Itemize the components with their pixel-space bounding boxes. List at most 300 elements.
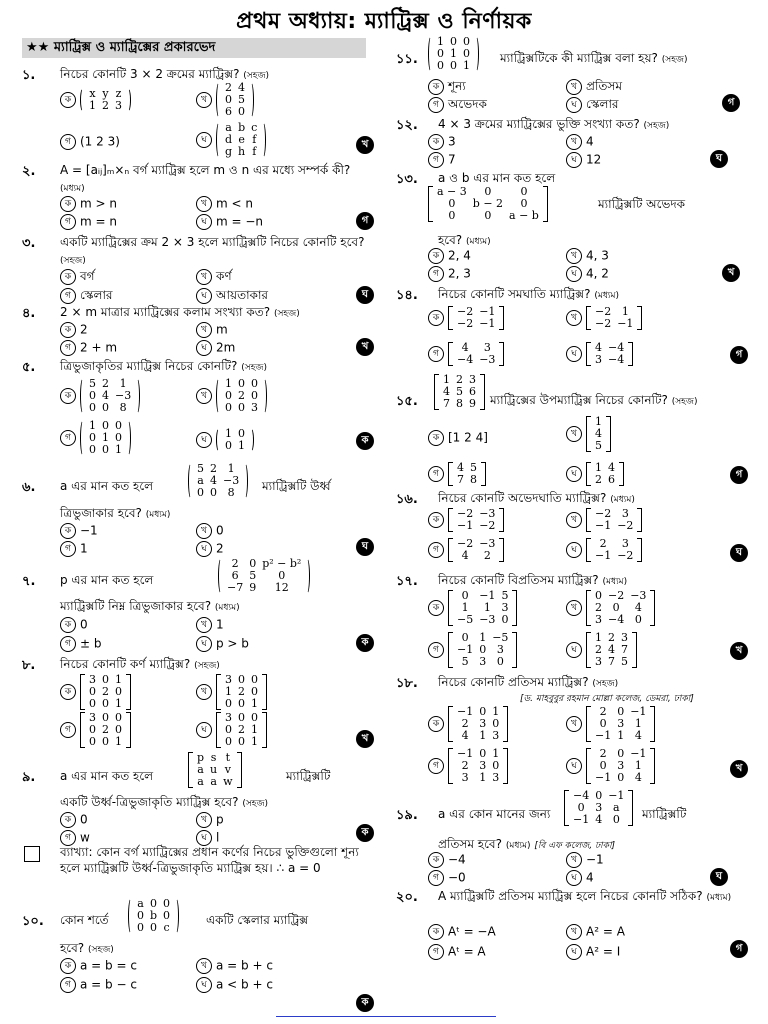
matrix bbox=[216, 122, 266, 158]
answer-badge: গ bbox=[730, 466, 748, 484]
matrix-cell: 1 bbox=[251, 735, 258, 748]
option-c[interactable] bbox=[428, 748, 508, 784]
matrix-cell: 1 bbox=[225, 377, 232, 390]
option-b[interactable] bbox=[196, 378, 267, 414]
matrix-cell: 4 bbox=[210, 474, 217, 487]
option-d[interactable] bbox=[566, 266, 609, 282]
option-b[interactable] bbox=[196, 812, 224, 828]
matrix-cell: 0 bbox=[238, 735, 245, 748]
option-text: 1 bbox=[216, 617, 224, 632]
option-text: 4, 3 bbox=[586, 248, 609, 263]
matrix-grid bbox=[222, 378, 261, 414]
option-d[interactable] bbox=[566, 462, 624, 486]
matrix-grid bbox=[454, 632, 511, 668]
matrix-cell: 0 bbox=[89, 401, 96, 414]
matrix-grid bbox=[134, 898, 173, 934]
option-a[interactable] bbox=[428, 430, 488, 446]
matrix-cell: 0 bbox=[461, 589, 469, 602]
matrix-cell: 7 bbox=[608, 655, 615, 668]
question-number: ৪. bbox=[22, 306, 36, 321]
matrix-grid bbox=[592, 306, 636, 330]
matrix-grid bbox=[86, 712, 125, 748]
option-c[interactable] bbox=[428, 632, 517, 668]
option-b[interactable] bbox=[566, 416, 611, 452]
question-text: ম্যাট্রিক্সটিকে কী ম্যাট্রিক্স বলা হয়? (সহজ) bbox=[500, 51, 688, 65]
matrix bbox=[428, 186, 548, 222]
matrix-cell: −2 bbox=[595, 507, 612, 520]
matrix-cell: 4 bbox=[634, 729, 642, 742]
matrix-row bbox=[454, 772, 502, 784]
option-a[interactable] bbox=[60, 958, 137, 974]
matrix-cell: 1 bbox=[450, 47, 457, 60]
question-text: a এর মান কত হলে bbox=[60, 769, 154, 783]
option-b[interactable] bbox=[196, 322, 228, 338]
option-c[interactable] bbox=[60, 541, 88, 557]
matrix-cell: 5 bbox=[249, 569, 257, 582]
option-mark: ক bbox=[60, 812, 76, 828]
difficulty: (মধ্যম) bbox=[214, 603, 240, 613]
matrix-cell: 3 bbox=[479, 759, 487, 772]
matrix-cell: 3 bbox=[469, 373, 476, 386]
option-c[interactable] bbox=[428, 870, 466, 886]
matrix-cell: 1 bbox=[621, 305, 629, 318]
section-heading: ★★ ম্যাট্রিক্স ও ম্যাট্রিক্সের প্রকারভেদ bbox=[22, 38, 366, 58]
option-a[interactable] bbox=[428, 706, 508, 742]
option-c[interactable] bbox=[60, 134, 120, 150]
matrix-grid bbox=[222, 712, 261, 748]
matrix bbox=[80, 712, 131, 748]
option-mark: গ bbox=[60, 340, 76, 356]
matrix-cell: 5 bbox=[595, 439, 602, 452]
option-c[interactable] bbox=[60, 977, 137, 993]
matrix bbox=[448, 306, 504, 330]
matrix-row bbox=[454, 550, 498, 562]
matrix-cell: 0 bbox=[115, 685, 122, 698]
matrix-cell: −1 bbox=[630, 747, 647, 760]
option-mark: গ bbox=[60, 288, 76, 304]
matrix-cell: 0 bbox=[225, 93, 232, 106]
option-mark: খ bbox=[566, 924, 582, 940]
matrix-cell: 3 bbox=[617, 717, 625, 730]
matrix-cell: 2 bbox=[461, 717, 469, 730]
question-matrix bbox=[188, 463, 248, 499]
matrix-cell: 3 bbox=[461, 771, 469, 784]
answer-badge: খ bbox=[722, 264, 740, 282]
option-c[interactable] bbox=[428, 266, 471, 282]
question-number: ১২. bbox=[396, 118, 418, 133]
matrix-cell: 3 bbox=[479, 717, 487, 730]
option-text: 2 + m bbox=[80, 340, 118, 355]
matrix-row bbox=[592, 354, 627, 366]
matrix-cell: a bbox=[197, 775, 204, 788]
option-text: Aᵗ = −A bbox=[448, 924, 496, 939]
matrix bbox=[564, 790, 633, 826]
matrix-grid bbox=[86, 378, 134, 414]
matrix-cell: 0 bbox=[251, 389, 258, 402]
option-text: a < b + c bbox=[216, 977, 273, 992]
matrix-cell: 1 bbox=[115, 697, 122, 710]
matrix bbox=[216, 674, 267, 710]
option-mark: ক bbox=[60, 92, 76, 108]
matrix-cell: 2 bbox=[595, 473, 602, 486]
option-mark: ঘ bbox=[566, 152, 582, 168]
option-d[interactable] bbox=[566, 748, 655, 784]
matrix-cell: 6 bbox=[225, 105, 232, 118]
matrix-cell: 2 bbox=[461, 759, 469, 772]
option-text: 0 bbox=[80, 617, 88, 632]
matrix bbox=[448, 342, 504, 366]
difficulty: (সহজ) bbox=[88, 945, 114, 955]
matrix-grid bbox=[592, 748, 649, 784]
option-mark: খ bbox=[196, 684, 212, 700]
question-text: নিচের কোনটি অভেদঘাতি ম্যাট্রিক্স? bbox=[438, 491, 607, 505]
question-text: ম্যাট্রিক্সটি bbox=[286, 769, 331, 783]
option-mark: গ bbox=[428, 466, 444, 482]
option-text: 2 bbox=[80, 322, 88, 337]
matrix-cell: a bbox=[225, 121, 232, 134]
option-c[interactable] bbox=[428, 96, 487, 116]
matrix-row bbox=[222, 698, 261, 710]
matrix-cell: 1 bbox=[479, 631, 487, 644]
option-a[interactable] bbox=[428, 78, 466, 98]
matrix-cell: −1 bbox=[595, 549, 612, 562]
option-d[interactable] bbox=[566, 96, 619, 116]
question-number: ৫. bbox=[22, 360, 36, 375]
option-b[interactable] bbox=[196, 268, 232, 288]
answer-badge: খ bbox=[730, 642, 748, 660]
matrix-cell: −2 bbox=[457, 537, 474, 550]
option-mark: ঘ bbox=[566, 642, 582, 658]
option-d[interactable] bbox=[196, 712, 267, 748]
difficulty: (সহজ) bbox=[241, 363, 267, 373]
option-c[interactable] bbox=[60, 712, 131, 748]
option-mark: গ bbox=[60, 214, 76, 230]
matrix-cell: −2 bbox=[617, 549, 634, 562]
question-text: প্রতিসম হবে? (মধ্যম) [বি এফ কলেজ, ঢাকা] bbox=[438, 837, 616, 851]
matrix-row bbox=[592, 614, 649, 626]
option-mark: ক bbox=[60, 684, 76, 700]
answer-badge: গ bbox=[722, 94, 740, 112]
option-mark: খ bbox=[566, 716, 582, 732]
option-a[interactable] bbox=[428, 306, 504, 330]
matrix-cell: 2 bbox=[238, 389, 245, 402]
matrix-cell: a bbox=[197, 474, 204, 487]
question-text: কোন শর্তে bbox=[60, 913, 109, 927]
matrix-cell: 0 bbox=[238, 427, 245, 440]
option-mark: ক bbox=[428, 248, 444, 264]
matrix-cell: d bbox=[225, 133, 233, 146]
matrix-cell: 0 bbox=[89, 389, 96, 402]
matrix-cell: 2 bbox=[595, 601, 602, 614]
option-mark: গ bbox=[60, 977, 76, 993]
matrix-row bbox=[134, 922, 173, 934]
matrix-grid bbox=[570, 790, 627, 826]
matrix-cell: 0 bbox=[461, 631, 469, 644]
option-mark: খ bbox=[566, 852, 582, 868]
option-text: −0 bbox=[448, 870, 466, 885]
option-a[interactable] bbox=[428, 134, 456, 150]
matrix-grid bbox=[86, 88, 125, 112]
option-d[interactable] bbox=[566, 632, 637, 668]
matrix bbox=[586, 342, 633, 366]
matrix-cell: 5 bbox=[461, 655, 469, 668]
matrix bbox=[216, 82, 254, 118]
matrix-row bbox=[434, 210, 542, 222]
matrix-cell: 3 bbox=[225, 673, 232, 686]
option-d[interactable] bbox=[566, 342, 633, 366]
option-b[interactable] bbox=[566, 248, 609, 264]
option-a[interactable] bbox=[60, 88, 131, 112]
option-mark: ঘ bbox=[196, 132, 212, 148]
matrix-cell: −4 bbox=[608, 613, 625, 626]
matrix-row bbox=[86, 698, 125, 710]
option-d[interactable] bbox=[196, 122, 266, 158]
matrix-cell: 2 bbox=[599, 705, 607, 718]
option-text: 4 bbox=[586, 134, 594, 149]
matrix-cell: 0 bbox=[251, 673, 258, 686]
option-text: 0 bbox=[80, 812, 88, 827]
option-mark: গ bbox=[60, 541, 76, 557]
option-d[interactable] bbox=[566, 944, 620, 960]
difficulty: (সহজ) bbox=[273, 309, 300, 319]
option-b[interactable] bbox=[566, 78, 622, 98]
matrix-cell: 0 bbox=[634, 613, 642, 626]
option-a[interactable] bbox=[60, 523, 98, 539]
matrix-grid bbox=[592, 538, 636, 562]
matrix-cell: 6 bbox=[469, 385, 476, 398]
option-a[interactable] bbox=[428, 924, 496, 940]
question-text: A = [aᵢⱼ]ₘ×ₙ বর্গ ম্যাট্রিক্স হলে m ও n এর মধ্যে সম্পর্ক কী? bbox=[60, 163, 351, 177]
matrix-cell: s bbox=[210, 751, 217, 764]
matrix-cell: 2 bbox=[599, 747, 607, 760]
option-mark: ক bbox=[60, 322, 76, 338]
option-b[interactable] bbox=[566, 306, 642, 330]
option-a[interactable] bbox=[60, 322, 88, 338]
matrix-cell: c bbox=[163, 921, 170, 934]
option-text: a = b − c bbox=[80, 977, 137, 992]
option-text: প্রতিসম bbox=[586, 79, 622, 93]
matrix-cell: 0 bbox=[450, 59, 457, 72]
question-number: ১৫. bbox=[396, 394, 418, 409]
matrix-cell: 1 bbox=[492, 747, 500, 760]
option-d[interactable] bbox=[196, 214, 263, 230]
matrix-cell: −5 bbox=[492, 631, 509, 644]
option-b[interactable] bbox=[566, 852, 604, 868]
matrix-cell: 3 bbox=[501, 601, 509, 614]
option-c[interactable] bbox=[60, 420, 131, 456]
option-text: m = n bbox=[80, 214, 117, 229]
matrix-cell: 0 bbox=[89, 697, 96, 710]
matrix-cell: 7 bbox=[443, 397, 450, 410]
option-b[interactable] bbox=[566, 706, 655, 742]
option-d[interactable] bbox=[196, 636, 249, 652]
matrix-cell: 0 bbox=[617, 771, 625, 784]
option-c[interactable] bbox=[60, 214, 117, 230]
matrix-cell: 0 bbox=[479, 705, 487, 718]
question-matrix bbox=[218, 558, 310, 594]
option-a[interactable] bbox=[428, 248, 471, 264]
matrix bbox=[586, 632, 637, 668]
question-text: নিচের কোনটি বিপ্রতিসম ম্যাট্রিক্স? bbox=[438, 573, 599, 587]
matrix-cell: 4 bbox=[461, 729, 469, 742]
answer-badge: ঘ bbox=[356, 538, 374, 556]
matrix-cell: 1 bbox=[634, 717, 642, 730]
option-b[interactable] bbox=[566, 508, 642, 532]
matrix-cell: 2 bbox=[102, 723, 109, 736]
option-d[interactable] bbox=[566, 538, 642, 562]
matrix-cell: −1 bbox=[457, 643, 474, 656]
difficulty: (সহজ) bbox=[671, 397, 698, 407]
matrix-cell: b bbox=[150, 909, 158, 922]
option-b[interactable] bbox=[196, 958, 273, 974]
option-a[interactable] bbox=[428, 508, 504, 532]
question-number: ১৪. bbox=[396, 288, 418, 303]
matrix-cell: −3 bbox=[223, 474, 240, 487]
question-text: নিচের কোনটি কর্ণ ম্যাট্রিক্স? bbox=[60, 657, 191, 671]
matrix-row bbox=[194, 487, 242, 499]
option-c[interactable] bbox=[60, 636, 102, 652]
footer-link-underline bbox=[276, 1016, 496, 1017]
option-text: a = b = c bbox=[80, 958, 137, 973]
option-text: −1 bbox=[586, 852, 604, 867]
matrix-cell: 4 bbox=[238, 81, 245, 94]
matrix-cell: 2 bbox=[599, 537, 607, 550]
option-mark: ক bbox=[428, 79, 444, 95]
option-a[interactable] bbox=[60, 268, 95, 288]
option-mark: খ bbox=[196, 92, 212, 108]
option-text: 2 bbox=[216, 541, 224, 556]
option-a[interactable] bbox=[428, 852, 466, 868]
option-mark: গ bbox=[428, 870, 444, 886]
option-d[interactable] bbox=[196, 541, 224, 557]
question-text: ম্যাট্রিক্সটি bbox=[642, 807, 687, 821]
option-d[interactable] bbox=[566, 870, 594, 886]
option-c[interactable] bbox=[428, 944, 486, 960]
option-b[interactable] bbox=[566, 134, 594, 150]
matrix-grid bbox=[434, 36, 473, 72]
matrix-cell: 0 bbox=[448, 197, 456, 210]
question-text: p এর মান কত হলে bbox=[60, 573, 154, 587]
option-mark: ঘ bbox=[196, 541, 212, 557]
question-number: ১৭. bbox=[396, 574, 418, 589]
option-c[interactable] bbox=[428, 152, 456, 168]
question-matrix bbox=[564, 790, 633, 826]
matrix-cell: 2 bbox=[608, 631, 615, 644]
matrix-cell: 4 bbox=[457, 461, 464, 474]
matrix-cell: 0 bbox=[492, 717, 500, 730]
option-a[interactable] bbox=[60, 378, 140, 414]
option-b[interactable] bbox=[196, 82, 254, 118]
matrix-cell: z bbox=[115, 87, 122, 100]
answer-badge: খ bbox=[356, 136, 374, 154]
option-text: −4 bbox=[448, 852, 466, 867]
option-a[interactable] bbox=[428, 590, 517, 626]
option-b[interactable] bbox=[196, 523, 224, 539]
option-d[interactable] bbox=[566, 152, 601, 168]
option-d[interactable] bbox=[196, 340, 235, 356]
option-mark: ক bbox=[428, 134, 444, 150]
option-b[interactable] bbox=[196, 617, 224, 633]
option-c[interactable] bbox=[60, 340, 117, 356]
option-b[interactable] bbox=[196, 674, 267, 710]
matrix-cell: −1 bbox=[457, 705, 474, 718]
option-text: m < n bbox=[216, 196, 253, 211]
matrix-cell: 6 bbox=[608, 473, 615, 486]
option-mark: ক bbox=[428, 716, 444, 732]
option-a[interactable] bbox=[60, 812, 88, 828]
matrix-cell: 5 bbox=[470, 461, 477, 474]
matrix-cell: 3 bbox=[595, 353, 602, 366]
matrix-cell: 1 bbox=[595, 415, 602, 428]
matrix-cell: 1 bbox=[617, 729, 625, 742]
matrix-row bbox=[222, 402, 261, 414]
option-b[interactable] bbox=[566, 924, 625, 940]
matrix-cell: 0 bbox=[89, 685, 96, 698]
option-c[interactable] bbox=[428, 342, 504, 366]
matrix-cell: −1 bbox=[617, 317, 634, 330]
matrix-cell: 0 bbox=[115, 431, 122, 444]
option-mark: খ bbox=[196, 388, 212, 404]
matrix-cell: −1 bbox=[595, 519, 612, 532]
option-d[interactable] bbox=[196, 977, 273, 993]
matrix-cell: −1 bbox=[608, 789, 625, 802]
matrix-cell: −3 bbox=[479, 537, 496, 550]
option-c[interactable] bbox=[428, 538, 504, 562]
matrix-cell: 3 bbox=[89, 673, 96, 686]
option-b[interactable] bbox=[196, 196, 253, 212]
question-text: একটি উর্ধ্ব-ত্রিভুজাকৃতি ম্যাট্রিক্স হবে? (সহজ) bbox=[60, 795, 269, 809]
option-mark: খ bbox=[566, 310, 582, 326]
option-mark: খ bbox=[196, 196, 212, 212]
option-a[interactable] bbox=[60, 617, 88, 633]
matrix-cell: 0 bbox=[137, 909, 144, 922]
matrix-cell: 0 bbox=[520, 185, 528, 198]
question-number: ১১. bbox=[396, 52, 418, 67]
option-mark: ক bbox=[428, 924, 444, 940]
matrix-cell: −2 bbox=[457, 305, 474, 318]
matrix-grid bbox=[454, 590, 511, 626]
matrix-cell: −2 bbox=[608, 589, 625, 602]
matrix-cell: 1 bbox=[437, 35, 444, 48]
option-text: 2, 3 bbox=[448, 266, 471, 281]
matrix-cell: 3 bbox=[595, 613, 602, 626]
matrix-cell: 1 bbox=[492, 705, 500, 718]
option-b[interactable] bbox=[566, 590, 655, 626]
matrix-cell: 0 bbox=[225, 439, 232, 452]
option-mark: ঘ bbox=[196, 214, 212, 230]
answer-badge: ক bbox=[356, 634, 374, 652]
matrix-cell: a bbox=[137, 897, 144, 910]
option-mark: ঘ bbox=[566, 870, 582, 886]
matrix-grid bbox=[222, 428, 248, 452]
option-text: A² = A bbox=[586, 924, 625, 939]
matrix-grid bbox=[592, 590, 649, 626]
matrix-cell: b − 2 bbox=[472, 197, 504, 210]
matrix-cell: 1 bbox=[483, 601, 491, 614]
matrix-cell: −3 bbox=[479, 353, 496, 366]
question-text: নিচের কোনটি 3 × 2 ক্রমের ম্যাট্রিক্স? bbox=[60, 67, 240, 81]
question-text: a এর মান কত হলে bbox=[60, 479, 154, 493]
option-c[interactable] bbox=[428, 462, 486, 486]
matrix-row bbox=[222, 146, 260, 158]
option-d[interactable] bbox=[196, 428, 254, 452]
option-mark: ঘ bbox=[196, 340, 212, 356]
matrix-cell: 0 bbox=[238, 377, 245, 390]
difficulty: (সহজ) bbox=[643, 121, 670, 131]
option-a[interactable] bbox=[60, 674, 131, 710]
option-a[interactable] bbox=[60, 196, 117, 212]
option-text: Aᵗ = A bbox=[448, 944, 486, 959]
